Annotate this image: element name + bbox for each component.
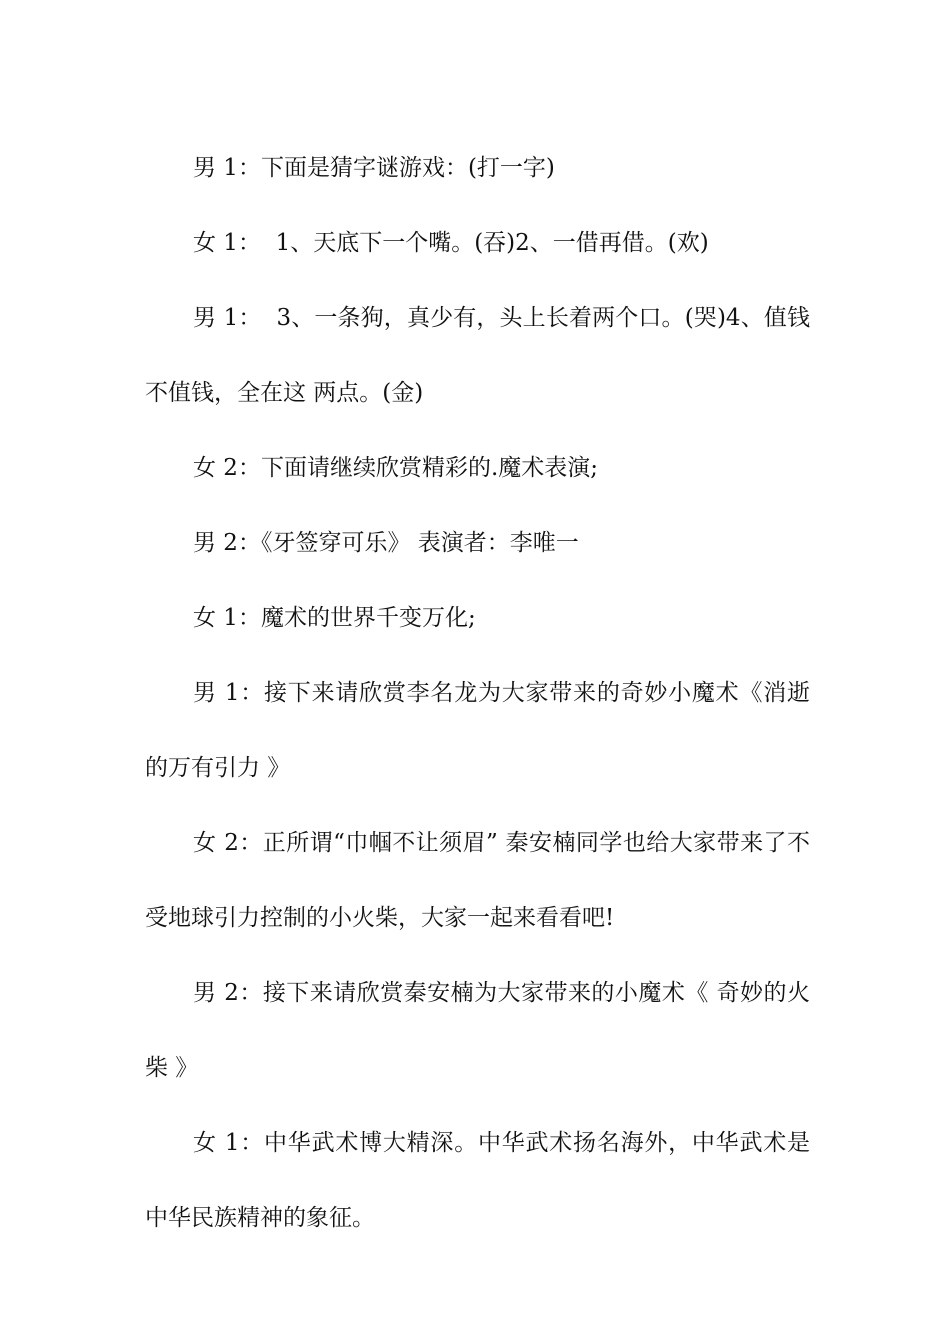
paragraph-7: 男 1：接下来请欣赏李名龙为大家带来的奇妙小魔术《消逝的万有引力 》	[145, 680, 810, 781]
document-body	[145, 131, 810, 1256]
paragraph-4: 女 2：下面请继续欣赏精彩的.魔术表演;	[193, 455, 599, 481]
paragraph-2: 女 1： 1、天底下一个嘴。(吞)2、一借再借。(欢)	[193, 230, 709, 256]
paragraph-10: 女 1：中华武术博大精深。中华武术扬名海外，中华武术是中华民族精神的象征。	[145, 1130, 810, 1231]
paragraph-8: 女 2：正所谓“巾帼不让须眉” 秦安楠同学也给大家带来了不受地球引力控制的小火柴，大家一起来看看吧!	[145, 830, 810, 931]
paragraph-9: 男 2：接下来请欣赏秦安楠为大家带来的小魔术《 奇妙的火柴 》	[145, 980, 810, 1081]
paragraph-5: 男 2：《牙签穿可乐》 表演者：李唯一	[193, 530, 579, 556]
paragraph-1: 男 1：下面是猜字谜游戏：(打一字)	[193, 155, 555, 181]
paragraph-6: 女 1：魔术的世界千变万化;	[193, 605, 476, 631]
paragraph-3: 男 1： 3、一条狗，真少有，头上长着两个口。(哭)4、值钱不值钱，全在这 两点。(金)	[145, 305, 810, 406]
